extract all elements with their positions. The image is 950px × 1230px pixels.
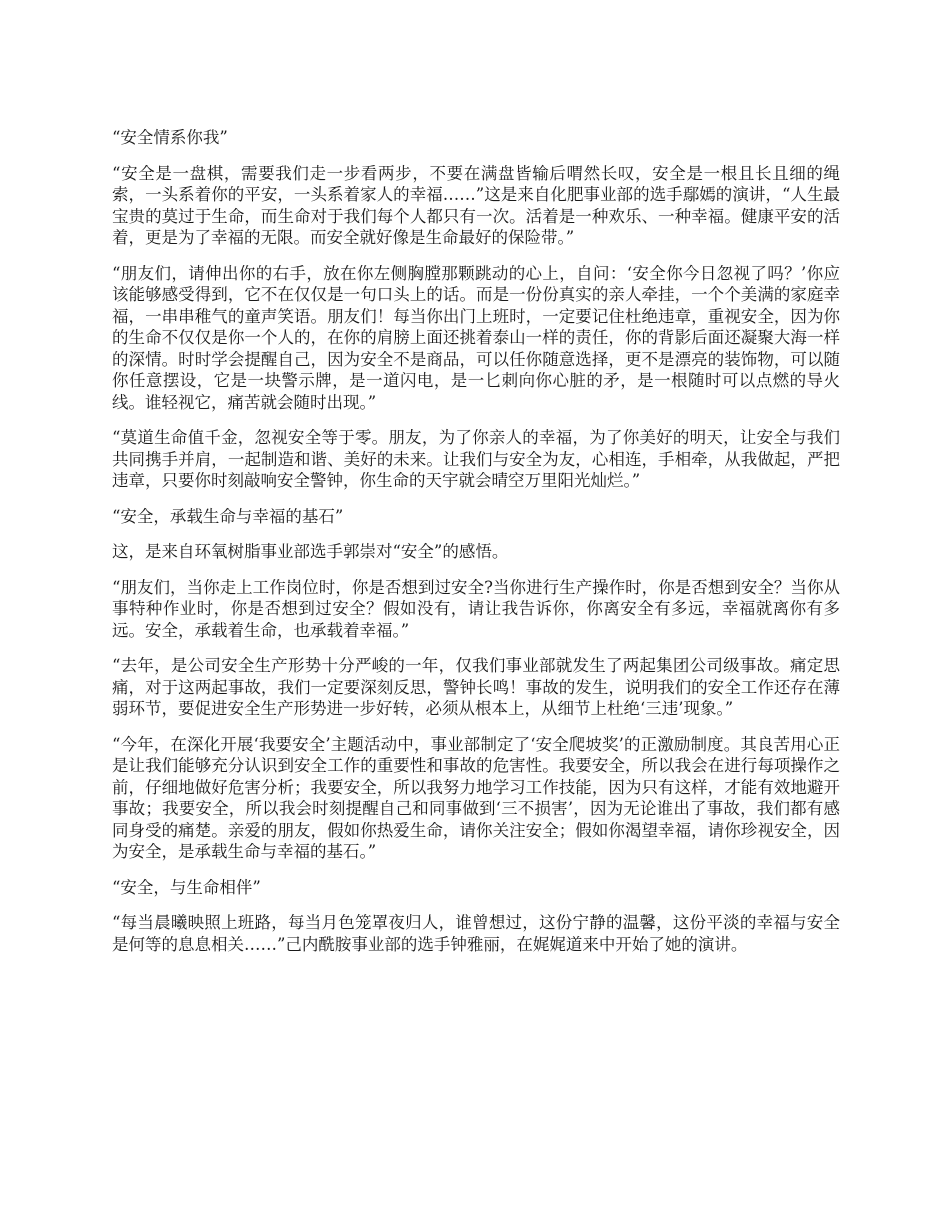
paragraph: “每当晨曦映照上班路，每当月色笼罩夜归人，谁曾想过，这份宁静的温馨，这份平淡的幸福与安全是何等的息息相关……”己内酰胺事业部的选手钟雅丽，在娓娓道来中开始了她的演讲。 <box>112 913 840 954</box>
paragraph: “安全是一盘棋，需要我们走一步看两步，不要在满盘皆输后喟然长叹，安全是一根且长且细的绳索，一头系着你的平安，一头系着家人的幸福……”这是来自化肥事业部的选手鄢嫣的演讲，“人生最宝贵的莫过于生命，而生命对于我们每个人都只有一次。活着是一种欢乐、一种幸福。健康平安的活着，更是为了幸福的无限。而安全就好像是生命最好的保险带。” <box>112 163 840 247</box>
paragraph: “朋友们，请伸出你的右手，放在你左侧胸膛那颗跳动的心上，自问：‘安全你今日忽视了吗？’你应该能够感受得到，它不在仅仅是一句口头上的话。而是一份份真实的亲人牵挂，一个个美满的家庭幸福，一串串稚气的童声笑语。朋友们！每当你出门上班时，一定要记住杜绝违章，重视安全，因为你的生命不仅仅是你一个人的，在你的肩膀上面还挑着泰山一样的责任，你的背影后面还凝聚大海一样的深情。时时学会提醒自己，因为安全不是商品，可以任你随意选择，更不是漂亮的装饰物，可以随你任意摆设，它是一块警示牌，是一道闪电，是一匕刺向你心脏的矛，是一根随时可以点燃的导火线。谁轻视它，痛苦就会随时出现。” <box>112 263 840 412</box>
paragraph: 这，是来自环氧树脂事业部选手郭崇对“安全”的感悟。 <box>112 542 509 561</box>
paragraph: “去年，是公司安全生产形势十分严峻的一年，仅我们事业部就发生了两起集团公司级事故。痛定思痛，对于这两起事故，我们一定要深刻反思，警钟长鸣！事故的发生，说明我们的安全工作还存在薄弱环节，要促进安全生产形势进一步好转，必须从根本上，从细节上杜绝‘三违’现象。” <box>112 656 840 718</box>
section-heading: “安全，承载生命与幸福的基石” <box>112 506 344 526</box>
section-heading: “安全情系你我” <box>112 128 228 147</box>
paragraph: “莫道生命值千金，忽视安全等于零。朋友，为了你亲人的幸福，为了你美好的明天，让安全与我们共同携手并肩，一起制造和谐、美好的未来。让我们与安全为友，心相连，手相牵，从我做起，严把违章，只要你时刻敲响安全警钟，你生命的天宇就会晴空万里阳光灿烂。” <box>112 428 840 490</box>
section-heading: “安全，与生命相伴” <box>112 877 261 897</box>
paragraph: “今年，在深化开展‘我要安全’主题活动中，事业部制定了‘安全爬坡奖’的正激励制度。其良苦用心正是让我们能够充分认识到安全工作的重要性和事故的危害性。我要安全，所以我会在进行每项操作之前，仔细地做好危害分析；我要安全，所以我努力地学习工作技能，因为只有这样，才能有效地避开事故；我要安全，所以我会时刻提醒自己和同事做到‘三不损害’，因为无论谁出了事故，我们都有感同身受的痛楚。亲爱的朋友，假如你热爱生命，请你关注安全；假如你渴望幸福，请你珍视安全，因为安全，是承载生命与幸福的基石。” <box>112 734 840 861</box>
document-body <box>112 127 840 969</box>
paragraph: “朋友们，当你走上工作岗位时，你是否想到过安全?当你进行生产操作时，你是否想到安全？当你从事特种作业时，你是否想到过安全？假如没有，请让我告诉你，你离安全有多远，幸福就离你有多远。安全，承载着生命，也承载着幸福。” <box>112 577 840 640</box>
